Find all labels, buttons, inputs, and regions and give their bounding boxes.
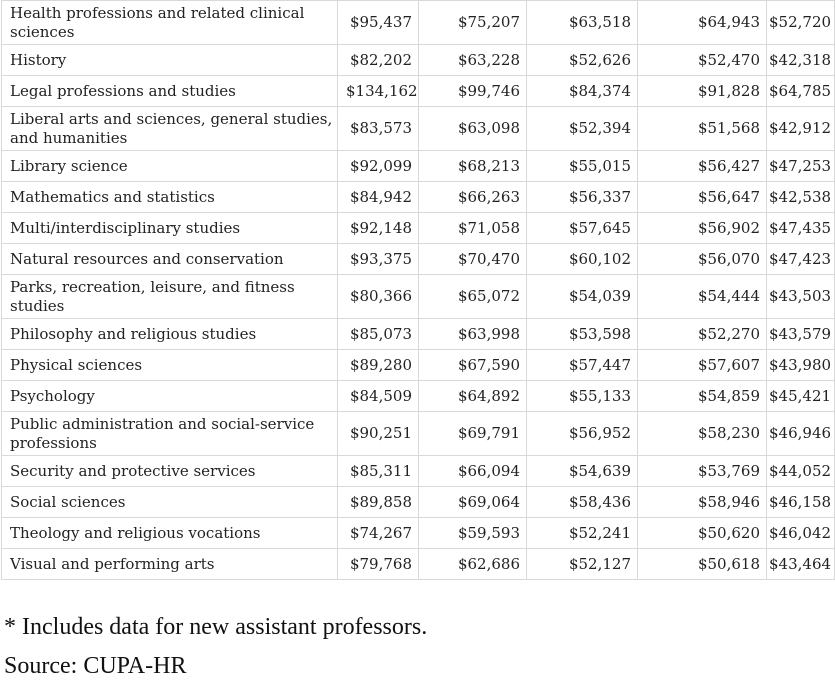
salary-value: $55,015 (527, 151, 638, 182)
salary-value: $57,607 (638, 350, 767, 381)
salary-value: $64,943 (638, 1, 767, 45)
salary-value: $91,828 (638, 76, 767, 107)
salary-value: $93,375 (338, 244, 419, 275)
table-row (2, 76, 835, 107)
salary-value: $134,162 (338, 76, 419, 107)
discipline-name: Public administration and social-service professions (2, 412, 338, 456)
salary-table-body (2, 1, 835, 580)
salary-value: $47,435 (767, 213, 835, 244)
discipline-name: History (2, 45, 338, 76)
salary-value: $56,902 (638, 213, 767, 244)
discipline-name: Philosophy and religious studies (2, 319, 338, 350)
salary-value: $52,470 (638, 45, 767, 76)
salary-value: $63,518 (527, 1, 638, 45)
salary-value: $50,618 (638, 549, 767, 580)
salary-value: $79,768 (338, 549, 419, 580)
salary-value: $54,639 (527, 456, 638, 487)
salary-value: $52,720 (767, 1, 835, 45)
table-row (2, 381, 835, 412)
salary-value: $43,464 (767, 549, 835, 580)
salary-value: $54,444 (638, 275, 767, 319)
salary-value: $46,158 (767, 487, 835, 518)
table-row (2, 45, 835, 76)
salary-value: $46,042 (767, 518, 835, 549)
salary-value: $43,579 (767, 319, 835, 350)
salary-value: $42,538 (767, 182, 835, 213)
salary-value: $80,366 (338, 275, 419, 319)
discipline-name: Library science (2, 151, 338, 182)
salary-value: $47,253 (767, 151, 835, 182)
table-row (2, 549, 835, 580)
table-row (2, 350, 835, 381)
salary-value: $56,427 (638, 151, 767, 182)
salary-value: $85,311 (338, 456, 419, 487)
salary-value: $56,647 (638, 182, 767, 213)
salary-value: $58,230 (638, 412, 767, 456)
discipline-name: Mathematics and statistics (2, 182, 338, 213)
salary-value: $43,980 (767, 350, 835, 381)
salary-value: $46,946 (767, 412, 835, 456)
salary-value: $52,626 (527, 45, 638, 76)
salary-value: $54,859 (638, 381, 767, 412)
salary-value: $99,746 (419, 76, 527, 107)
table-row (2, 275, 835, 319)
salary-value: $54,039 (527, 275, 638, 319)
table-row (2, 319, 835, 350)
salary-value: $57,645 (527, 213, 638, 244)
salary-value: $50,620 (638, 518, 767, 549)
salary-value: $52,394 (527, 107, 638, 151)
salary-value: $92,099 (338, 151, 419, 182)
salary-value: $68,213 (419, 151, 527, 182)
discipline-name: Parks, recreation, leisure, and fitness studies (2, 275, 338, 319)
salary-value: $70,470 (419, 244, 527, 275)
salary-value: $63,098 (419, 107, 527, 151)
salary-value: $53,769 (638, 456, 767, 487)
salary-value: $58,946 (638, 487, 767, 518)
table-row (2, 107, 835, 151)
table-row (2, 487, 835, 518)
discipline-name: Visual and performing arts (2, 549, 338, 580)
salary-value: $82,202 (338, 45, 419, 76)
salary-table (1, 0, 835, 580)
discipline-name: Social sciences (2, 487, 338, 518)
salary-value: $60,102 (527, 244, 638, 275)
salary-value: $42,912 (767, 107, 835, 151)
salary-value: $52,127 (527, 549, 638, 580)
salary-value: $62,686 (419, 549, 527, 580)
salary-value: $42,318 (767, 45, 835, 76)
salary-value: $89,280 (338, 350, 419, 381)
salary-value: $83,573 (338, 107, 419, 151)
salary-value: $64,785 (767, 76, 835, 107)
salary-value: $95,437 (338, 1, 419, 45)
salary-value: $84,509 (338, 381, 419, 412)
table-row (2, 1, 835, 45)
salary-value: $47,423 (767, 244, 835, 275)
salary-value: $69,791 (419, 412, 527, 456)
salary-value: $65,072 (419, 275, 527, 319)
table-row (2, 518, 835, 549)
salary-value: $56,337 (527, 182, 638, 213)
discipline-name: Natural resources and conservation (2, 244, 338, 275)
salary-value: $66,263 (419, 182, 527, 213)
salary-value: $59,593 (419, 518, 527, 549)
discipline-name: Theology and religious vocations (2, 518, 338, 549)
table-row (2, 151, 835, 182)
salary-value: $84,942 (338, 182, 419, 213)
discipline-name: Psychology (2, 381, 338, 412)
salary-value: $69,064 (419, 487, 527, 518)
salary-value: $85,073 (338, 319, 419, 350)
table-row (2, 456, 835, 487)
salary-value: $44,052 (767, 456, 835, 487)
salary-value: $71,058 (419, 213, 527, 244)
source-line: Source: CUPA-HR (4, 653, 187, 679)
salary-value: $92,148 (338, 213, 419, 244)
discipline-name: Security and protective services (2, 456, 338, 487)
salary-value: $66,094 (419, 456, 527, 487)
salary-value: $51,568 (638, 107, 767, 151)
discipline-name: Legal professions and studies (2, 76, 338, 107)
discipline-name: Multi/interdisciplinary studies (2, 213, 338, 244)
salary-value: $43,503 (767, 275, 835, 319)
salary-value: $56,952 (527, 412, 638, 456)
salary-value: $52,270 (638, 319, 767, 350)
discipline-name: Physical sciences (2, 350, 338, 381)
salary-value: $63,228 (419, 45, 527, 76)
salary-value: $55,133 (527, 381, 638, 412)
footnote: * Includes data for new assistant professors. (4, 614, 428, 640)
salary-value: $58,436 (527, 487, 638, 518)
salary-value: $52,241 (527, 518, 638, 549)
salary-value: $63,998 (419, 319, 527, 350)
salary-value: $90,251 (338, 412, 419, 456)
salary-value: $67,590 (419, 350, 527, 381)
salary-value: $53,598 (527, 319, 638, 350)
table-row (2, 182, 835, 213)
table-row (2, 412, 835, 456)
discipline-name: Health professions and related clinical sciences (2, 1, 338, 45)
table-row (2, 244, 835, 275)
salary-value: $89,858 (338, 487, 419, 518)
salary-value: $75,207 (419, 1, 527, 45)
salary-value: $57,447 (527, 350, 638, 381)
salary-value: $84,374 (527, 76, 638, 107)
salary-value: $64,892 (419, 381, 527, 412)
table-row (2, 213, 835, 244)
discipline-name: Liberal arts and sciences, general studies, and humanities (2, 107, 338, 151)
salary-value: $45,421 (767, 381, 835, 412)
salary-value: $56,070 (638, 244, 767, 275)
salary-value: $74,267 (338, 518, 419, 549)
